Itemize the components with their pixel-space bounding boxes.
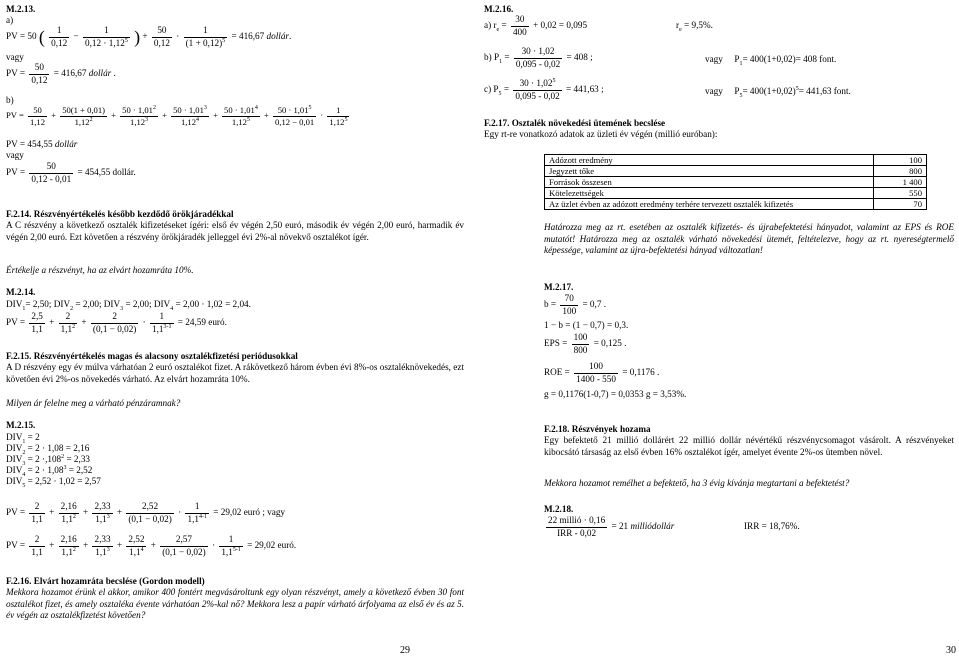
table-cell-label: Adózott eredmény [545,155,874,166]
problem-text: Mekkora hozamot érünk el akkor, amikor 400 fontért megvásároltunk egy olyan részvényt, amely a következő évben 30 font osztalékot fizet, és amely osztaléka évente várhatóan 2%-kal nő? Mekkora lesz a papír várható árfolyama az első év és az 5. év végén az osztalékfizetést követően? [6,587,464,620]
formula-re: a) $r_e$ = $\frac{30}{400}$ + 0,02 = 0,095 [484,14,588,37]
section-title: F.2.18. Részvények hozama [544,424,651,434]
table-cell-label: Az üzlet évben az adózott eredmény terhére tervezett osztalék kifizetés [545,199,874,210]
right-page [484,0,959,657]
problem-question: Értékelje a részvényt, ha az elvárt hozamráta 10%. [6,265,194,275]
formula-pv-growth: PV = $\frac{50}{1,12}$ + $\frac{50(1 + 0,01)}{1,12^2}$ + $\frac{50 \cdot 1,01^2}{1,12^3}$ + $\frac{50 \cdot 1,01^3}{1,12^4}$ + $\frac{50 \cdot 1,01^4}{1,12^5}$ + $\frac{50 \cdot 1,01^5}{0,12 - 0,01}$ · $\frac{1}{1,12^5}$ [6,105,348,127]
solution-title: M.2.18. [544,504,574,514]
table-cell-label: Források összesen [545,177,874,188]
section-title: F.2.16. Elvárt hozamráta becslése (Gordon modell) [6,576,205,586]
table-row [545,177,927,188]
solution-title: M.2.14. [6,287,36,297]
section-title: F.2.17. Osztalék növekedési ütemének becslése [484,118,666,128]
section-title: F.2.14. Részvényértékelés később kezdődő örökjáradékkal [6,209,234,219]
solution-title: M.2.15. [6,420,36,430]
exercise-title: M.2.13. [6,4,36,14]
formula-pv-perpetuity: PV = $\frac{50}{0,12}$ = 416,67 dollár . [6,62,116,85]
formula-1-b: 1 − b = (1 − 0,7) = 0,3. [544,320,629,330]
page-number: 30 [946,645,956,656]
or-label: vagy [6,52,24,62]
dividend-line: $DIV_3 = 2 \cdot,108^2 = 2,33$ [6,453,91,467]
formula-g: g = 0,1176(1-0,7) = 0,0353 g = 3,53%. [544,389,687,399]
formula-eps: EPS = $\frac{100}{800}$ = 0,125 . [544,332,627,355]
part-label: a) [6,15,14,25]
formula-irr: $\frac{\text{22 millió · 0,16}}{\text{IRR - 0,02}}$ = 21 milliódollár [548,515,675,538]
formula-p5-alt: vagy $P_5= 400(1+0,02)^5= 441,63$ font. [705,85,851,99]
formula-pv-2: PV = $\frac{2}{1,1}$ + $\frac{2,16}{1,1^2}$ + $\frac{2,33}{1,1^3}$ + $\frac{2,52}{1,1^4}$ + $\frac{2,57}{(0,1 - 0,02)}$ · $\frac{1}{1,1^{5-1}}$ = 29,02 euró. [6,534,297,557]
table-row [545,166,927,177]
table-cell-value: 800 [874,166,927,177]
problem-text: Egy befektető 21 millió dollárért 22 millió dollár névértékű részvénycsomagot vásárolt. A részvényeket kibocsátó társaság az első évben 16% osztalékot ígér, amelyet évente 2%-os ütemben növel. [544,435,954,457]
table-cell-value: 550 [874,188,927,199]
result-re: $r_e = 9,5\%$. [676,20,713,33]
dividend-line: $DIV_5 = 2,52 \cdot 1,02 = 2,57$ [6,476,101,489]
table-row [545,155,927,166]
table-row [545,199,927,210]
formula-p5: c) $P_5$ = $\frac{30 \cdot 1,02^5}{0,095 - 0,02}$ = 441,63 ; [484,77,604,101]
section-title: F.2.15. Részvényértékelés magas és alacsony osztalékfizetési periódusokkal [6,351,298,361]
formula-roe: ROE = $\frac{100}{1400 - 550}$ = 0,1176 . [544,361,660,384]
solution-title: M.2.16. [484,4,514,14]
table-cell-label: Kötelezettségek [545,188,874,199]
formula-pv-1: PV = $\frac{2}{1,1}$ + $\frac{2,16}{1,1^2}$ + $\frac{2,33}{1,1^3}$ + $\frac{2,52}{(0,1 - 0,02)}$ · $\frac{1}{1,1^{4-1}}$ = 29,02 euró ; vagy [6,501,286,524]
formula-pv: PV = $\frac{2,5}{1,1}$ + $\frac{2}{1,1^2}$ + $\frac{2}{(0,1 - 0,02)}$ · $\frac{1}{1,1^{3-1}}$ = 24,59 euró. [6,311,227,334]
table-cell-value: 100 [874,155,927,166]
solution-title: M.2.17. [544,282,574,292]
dividend-line: $DIV_2 = 2 \cdot 1,08 = 2,16$ [6,443,90,456]
dividend-line: $DIV_1= 2,50$; $DIV_2 = 2,00$; $DIV_3 = 2,00$; $DIV_4 = 2,00 \cdot 1,02 = 2,04$. [6,299,251,312]
table-cell-value: 70 [874,199,927,210]
left-page [0,0,469,657]
problem-question: Mekkora hozamot remélhet a befektető, ha 3 évig kívánja megtartani a befektetést? [544,478,850,488]
formula-p1: b) $P_1$ = $\frac{30 \cdot 1,02}{0,095 - 0,02}$ = 408 ; [484,46,593,69]
dividend-line: $DIV_4 = 2 \cdot 1,08^3 = 2,52$ [6,464,93,478]
formula-b: b = $\frac{70}{100}$ = 0,7 . [544,293,607,316]
table-row [545,188,927,199]
page-number: 29 [400,645,410,656]
formula-gordon: PV = $\frac{50}{0,12 - 0,01}$ = 454,55 dollár. [6,161,136,184]
dividend-line: $DIV_1 = 2$ [6,432,40,445]
table-cell-value: 1 400 [874,177,927,188]
data-table [544,154,927,210]
part-label: b) [6,95,14,105]
formula-pv-annuity: PV = 50 ( $\frac{1}{0,12}$ − $\frac{1}{0,12 \cdot 1,12^5}$ ) + $\frac{50}{0,12}$ · $\frac{1}{(1 + 0,12)^5}$ = 416,67 dollár. [6,25,292,48]
problem-question: Határozza meg az rt. esetében az osztalék kifizetés- és újrabefektetési hányadot, valamint az EPS és ROE mutatót! Határozza meg az osztalék várható növekedési ütemét, feltételezve, hogy az rt. nyereségtermelő képessége, valamint az újra-befektetési hányad változatlan! [544,222,954,255]
result-line: PV = 454,55 dollár [6,139,78,149]
result-irr: IRR = 18,76%. [744,521,800,531]
problem-text: A C részvény a következő osztalék kifizetéseket ígéri: első év végén 2,50 euró, második év végén 2,00 euró, harmadik év végén 2,00 euró. Ezt követően a részvény örökjáradék jelleggel évi 2%-al növekvő osztalékot ígér. [6,220,464,242]
or-label: vagy [6,150,24,160]
section-subtitle: Egy rt-re vonatkozó adatok az üzleti év végén (millió euróban): [484,129,718,139]
formula-p1-alt: vagy $P_1= 400(1+0,02)= 408$ font. [705,54,837,67]
table-cell-label: Jegyzett tőke [545,166,874,177]
problem-text: A D részvény egy év múlva várhatóan 2 euró osztalékot fizet. A rákövetkező három évben évi 8%-os osztaléknövekedés, ezt követően évi 2%-os növekedés várható. Az elvárt hozamráta 10%. [6,362,464,384]
problem-question: Milyen ár felelne meg a várható pénzáramnak? [6,398,181,408]
